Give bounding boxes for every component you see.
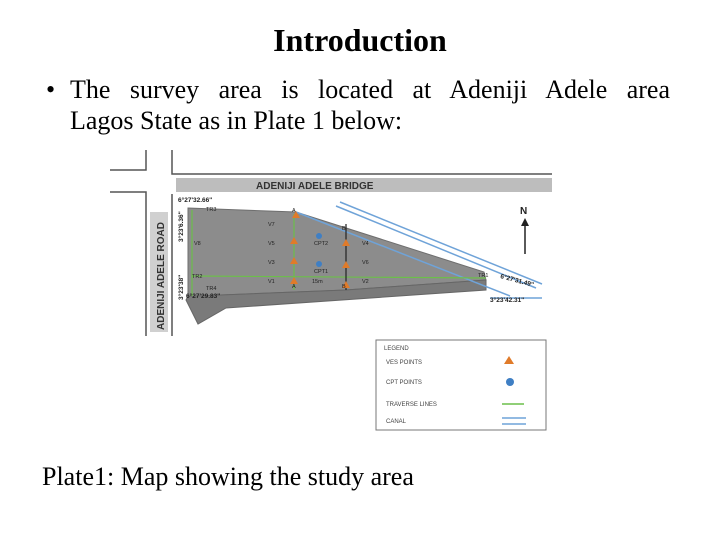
cpt-label: CPT1 [314, 269, 329, 275]
legend-label-cpt: CPT POINTS [386, 380, 422, 386]
plate-caption: Plate1: Map showing the study area [42, 462, 414, 491]
north-label: N [520, 206, 528, 217]
road-label: ADENIJI ADELE ROAD [156, 222, 167, 330]
ves-label: V6 [362, 260, 369, 266]
coord-left-lower: 3°23'38'' [178, 274, 185, 300]
cpt-point-2 [316, 233, 322, 239]
legend-label-traverse: TRAVERSE LINES [386, 402, 437, 408]
study-area-map [106, 150, 558, 434]
ves-label: V5 [268, 241, 275, 247]
slide-title: Introduction [273, 22, 447, 58]
cpt-label: CPT2 [314, 241, 329, 247]
cpt-legend-icon [506, 378, 514, 386]
coord-right-upper: 6°27'31.49'' [499, 273, 535, 289]
road-edge-top [172, 150, 552, 174]
ves-label: V4 [362, 241, 369, 247]
bullet-dot: • [46, 75, 56, 104]
scale-label: 15m [312, 279, 323, 285]
north-arrow-icon [521, 218, 529, 226]
road-edge-left [110, 192, 146, 336]
ves-label: V2 [362, 279, 369, 285]
legend-label-ves: VES POINTS [386, 360, 423, 366]
bridge-label: ADENIJI ADELE BRIDGE [256, 181, 374, 192]
traverse-label: TR2 [192, 274, 203, 280]
legend [376, 340, 546, 430]
bullet-text-line1: The survey area is located at Adeniji Adele area [70, 75, 670, 104]
legend-label-canal: CANAL [386, 419, 407, 425]
profile-label: A [292, 284, 296, 290]
coord-bottom-left: 6°27'29.83'' [186, 293, 221, 300]
traverse-label: TR3 [206, 207, 217, 213]
coord-right-lower: 3°23'42.31'' [490, 297, 525, 304]
coord-top-left: 6°27'32.66'' [178, 197, 213, 204]
ves-label: V3 [268, 260, 275, 266]
profile-label: A [292, 208, 296, 214]
traverse-label: TR1 [478, 273, 489, 279]
profile-label: B [342, 226, 346, 232]
ves-label: V8 [194, 241, 201, 247]
road-corner-line [110, 150, 146, 170]
coord-left-upper: 3°23'6.36'' [178, 211, 185, 242]
ves-label: V1 [268, 279, 275, 285]
cpt-point-1 [316, 261, 322, 267]
profile-label: B [342, 284, 346, 290]
ves-label: V7 [268, 222, 275, 228]
traverse-label: TR4 [206, 286, 217, 292]
bullet-text-line2: Lagos State as in Plate 1 below: [70, 106, 403, 135]
north-arrow [520, 206, 529, 254]
legend-title: LEGEND [384, 346, 409, 352]
